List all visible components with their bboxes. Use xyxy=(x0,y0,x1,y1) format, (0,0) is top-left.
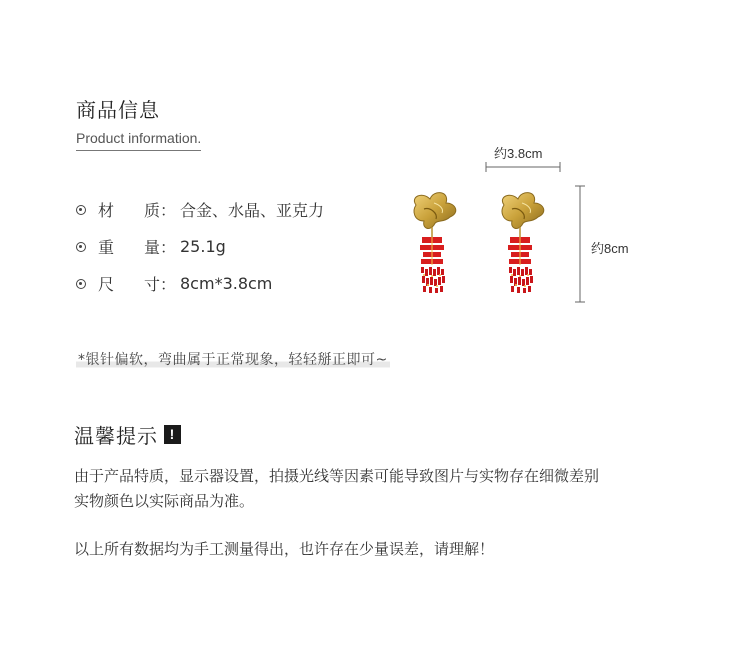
width-label: 约3.8cm xyxy=(494,146,543,161)
spec-key-second: 质： xyxy=(144,201,177,220)
product-info-subtitle: Product information. xyxy=(76,130,201,151)
tips-paragraph-2: 以上所有数据均为手工测量得出，也许存在少量误差，请理解！ xyxy=(74,540,495,558)
spec-value: 25.1g xyxy=(180,237,226,256)
spec-key-first: 材 xyxy=(98,201,115,220)
tips-line: 实物颜色以实际商品为准。 xyxy=(74,492,255,510)
earring-left xyxy=(414,193,456,293)
tips-line: 由于产品特质，显示器设置，拍摄光线等因素可能导致图片与实物存在细微差别 xyxy=(74,467,600,485)
height-label: 约8cm xyxy=(591,241,629,256)
product-info-title: 商品信息 xyxy=(76,98,160,122)
tips-heading xyxy=(74,420,181,449)
spec-key-first: 尺 xyxy=(98,275,115,294)
care-note: *银针偏软，弯曲属于正常现象，轻轻掰正即可~ xyxy=(76,349,390,369)
spec-key-second: 量： xyxy=(144,238,177,257)
tips-title: 温馨提示 xyxy=(74,424,158,448)
exclamation-icon: ! xyxy=(164,425,181,444)
spec-key-first: 重 xyxy=(98,238,115,257)
spec-value: 8cm*3.8cm xyxy=(180,274,273,293)
earring-right xyxy=(502,193,544,293)
tips-paragraph-1 xyxy=(74,464,694,514)
height-dimension-line xyxy=(575,186,585,302)
width-dimension-line xyxy=(486,162,560,172)
spec-key-second: 寸： xyxy=(144,275,177,294)
spec-value: 合金、水晶、亚克力 xyxy=(180,201,325,220)
